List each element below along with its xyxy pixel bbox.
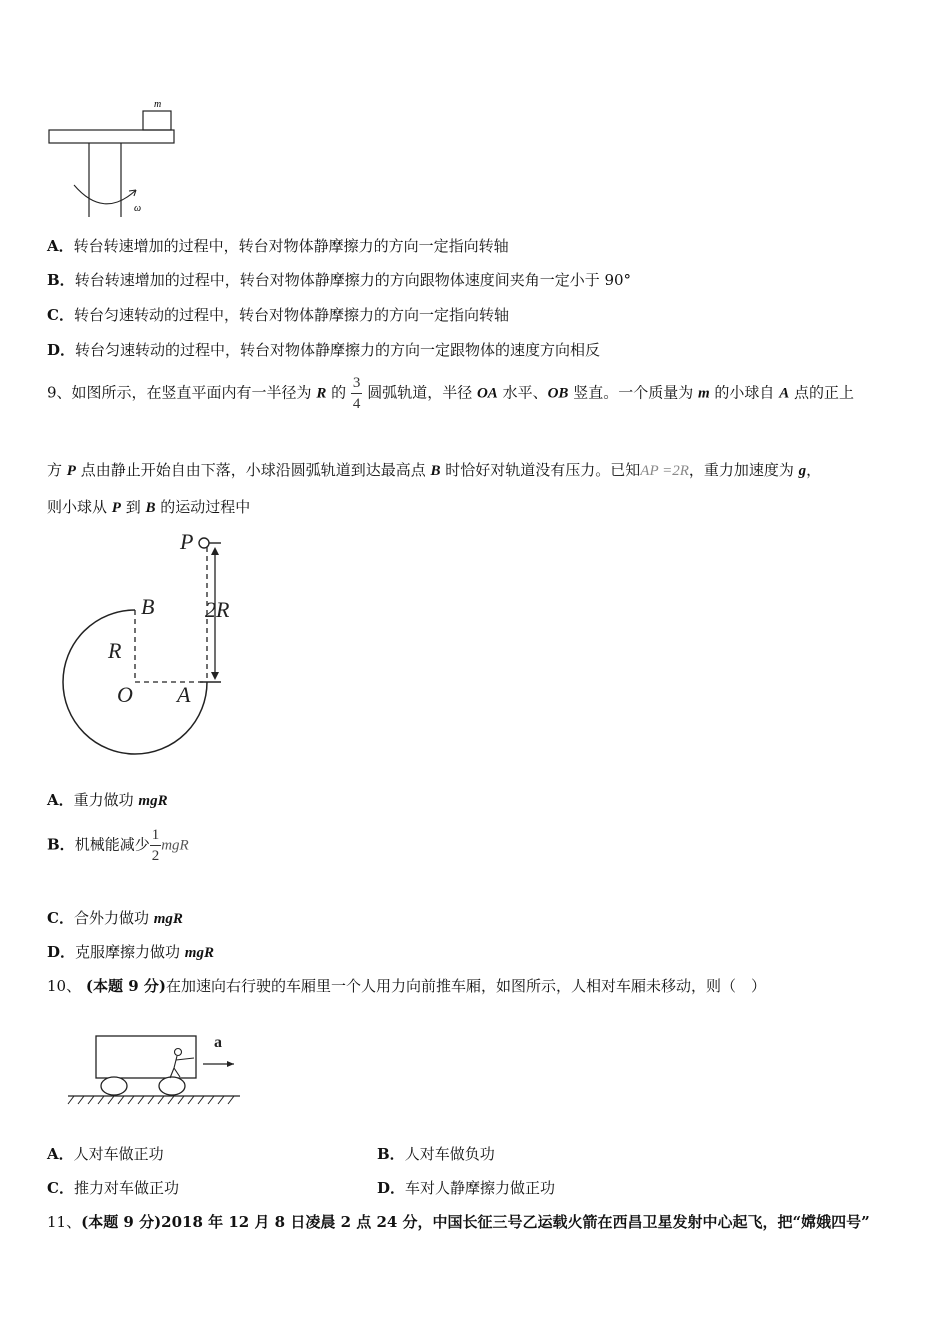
option-letter: A．: [47, 791, 74, 809]
q9-option-d: [47, 942, 214, 963]
option-math: mgR: [184, 945, 214, 961]
q8-option-c: [47, 305, 509, 325]
stem-text: 点由静止开始自由下落，小球沿圆弧轨道到达最高点: [75, 461, 431, 479]
option-math: mgR: [161, 837, 189, 854]
label-2r: 2R: [205, 597, 230, 622]
option-math: mgR: [153, 911, 183, 927]
option-text: 克服摩擦力做功: [75, 943, 185, 961]
q10-option-c: [47, 1178, 179, 1198]
q10-option-b: [377, 1144, 495, 1164]
stem-text: 9、如图所示，在竖直平面内有一半径为: [47, 383, 317, 402]
q9-stem-line1: [47, 373, 854, 414]
person-figure: [170, 1049, 194, 1079]
omega-label: ω: [134, 203, 142, 214]
option-letter: D．: [47, 943, 76, 961]
stem-text: 则小球从: [47, 498, 112, 516]
option-letter: B．: [377, 1145, 405, 1163]
question-score: (本题 9 分): [81, 1213, 162, 1231]
wheel-right: [159, 1077, 185, 1095]
stem-text: ，: [806, 461, 822, 479]
option-text: 转台转速增加的过程中，转台对物体静摩擦力的方向跟物体速度间夹角一定小于 90°: [74, 271, 632, 289]
q11-stem: [47, 1212, 870, 1232]
q9-stem-line2: [47, 460, 821, 481]
q10-option-a: [47, 1144, 164, 1164]
q9-option-b: [47, 825, 189, 866]
option-math: mgR: [138, 793, 168, 809]
option-text: 推力对车做正功: [73, 1179, 179, 1197]
stem-text: 圆弧轨道，半径: [367, 383, 477, 402]
option-letter: B．: [47, 271, 75, 289]
option-text: 重力做功: [73, 791, 139, 809]
stem-text: ，重力加速度为: [688, 461, 799, 479]
stem-text: 2018 年 12 月 8 日凌晨 2 点 24 分，中国长征三号乙运载火箭在西昌卫星发射中心起飞，把“嫦娥四号”: [161, 1213, 870, 1231]
frac-den: 2: [151, 848, 160, 864]
fraction-three-quarters: [351, 373, 363, 414]
option-text: 合外力做功: [73, 909, 154, 927]
stem-text: 水平、: [497, 383, 548, 402]
turntable-figure: [44, 95, 184, 225]
var-b: B: [430, 463, 441, 479]
var-p: P: [111, 500, 121, 516]
option-text: 转台匀速转动的过程中，转台对物体静摩擦力的方向一定跟物体的速度方向相反: [75, 341, 601, 359]
question-score: (本题 9 分): [85, 977, 166, 995]
var-b: B: [145, 500, 156, 516]
stem-text: 时恰好对轨道没有压力。已知: [440, 461, 641, 479]
stem-text: 的运动过程中: [155, 498, 251, 516]
label-b: B: [141, 594, 155, 619]
option-letter: C．: [47, 909, 74, 927]
carriage-figure: [66, 1030, 246, 1110]
ap-equation: AP =2R: [640, 463, 689, 479]
q8-option-b: [47, 270, 631, 290]
q8-option-a: [47, 236, 509, 256]
option-letter: D．: [377, 1179, 406, 1197]
option-text: 机械能减少: [74, 835, 150, 854]
stem-text: 的小球自: [709, 383, 780, 402]
q10-stem: [47, 976, 766, 996]
q9-option-c: [47, 908, 183, 929]
q8-option-d: [47, 340, 600, 360]
ball-p: [199, 538, 209, 548]
var-oa: OA: [476, 385, 498, 402]
stem-text: 的: [326, 383, 347, 402]
var-m: m: [697, 385, 710, 402]
frac-num: 1: [150, 825, 162, 846]
option-text: 转台转速增加的过程中，转台对物体静摩擦力的方向一定指向转轴: [73, 237, 509, 255]
var-a: A: [779, 385, 790, 402]
var-g: g: [798, 463, 807, 479]
question-number: 11、: [47, 1213, 82, 1231]
stem-text: 到: [120, 498, 146, 516]
option-letter: A．: [47, 237, 74, 255]
question-number: 10、: [47, 977, 82, 995]
frac-num: 3: [351, 373, 363, 394]
label-o: O: [117, 682, 133, 707]
var-ob: OB: [547, 385, 569, 402]
frac-den: 4: [352, 396, 361, 412]
rotation-arrow: [74, 185, 136, 204]
option-letter: A．: [47, 1145, 74, 1163]
arc-track-figure: [55, 525, 255, 760]
q9-option-a: [47, 790, 168, 811]
option-text: 人对车做负功: [404, 1145, 495, 1163]
label-r: R: [108, 638, 122, 663]
stem-text: 竖直。一个质量为: [568, 383, 698, 402]
option-text: 车对人静摩擦力做正功: [405, 1179, 556, 1197]
option-letter: B．: [47, 835, 75, 854]
stem-text: 方: [47, 461, 67, 479]
option-text: 人对车做正功: [73, 1145, 164, 1163]
label-a: A: [177, 682, 191, 707]
q9-stem-line3: [47, 497, 250, 518]
acceleration-label: a: [214, 1034, 222, 1051]
wheel-left: [101, 1077, 127, 1095]
carriage-box: [96, 1036, 196, 1078]
fraction-half: [150, 825, 162, 866]
label-p: P: [180, 529, 194, 554]
option-text: 转台匀速转动的过程中，转台对物体静摩擦力的方向一定指向转轴: [73, 306, 509, 324]
option-letter: C．: [47, 1179, 74, 1197]
stem-text: 点的正上: [789, 383, 854, 402]
var-p: P: [66, 463, 76, 479]
option-letter: D．: [47, 341, 76, 359]
q10-option-d: [377, 1178, 555, 1198]
mass-block: [143, 111, 171, 130]
mass-label: m: [154, 99, 162, 110]
stem-text: 在加速向右行驶的车厢里一个人用力向前推车厢，如图所示，人相对车厢未移动，则（ ）: [165, 977, 766, 995]
turntable-plate: [49, 130, 174, 143]
var-r: R: [316, 385, 327, 402]
option-letter: C．: [47, 306, 74, 324]
